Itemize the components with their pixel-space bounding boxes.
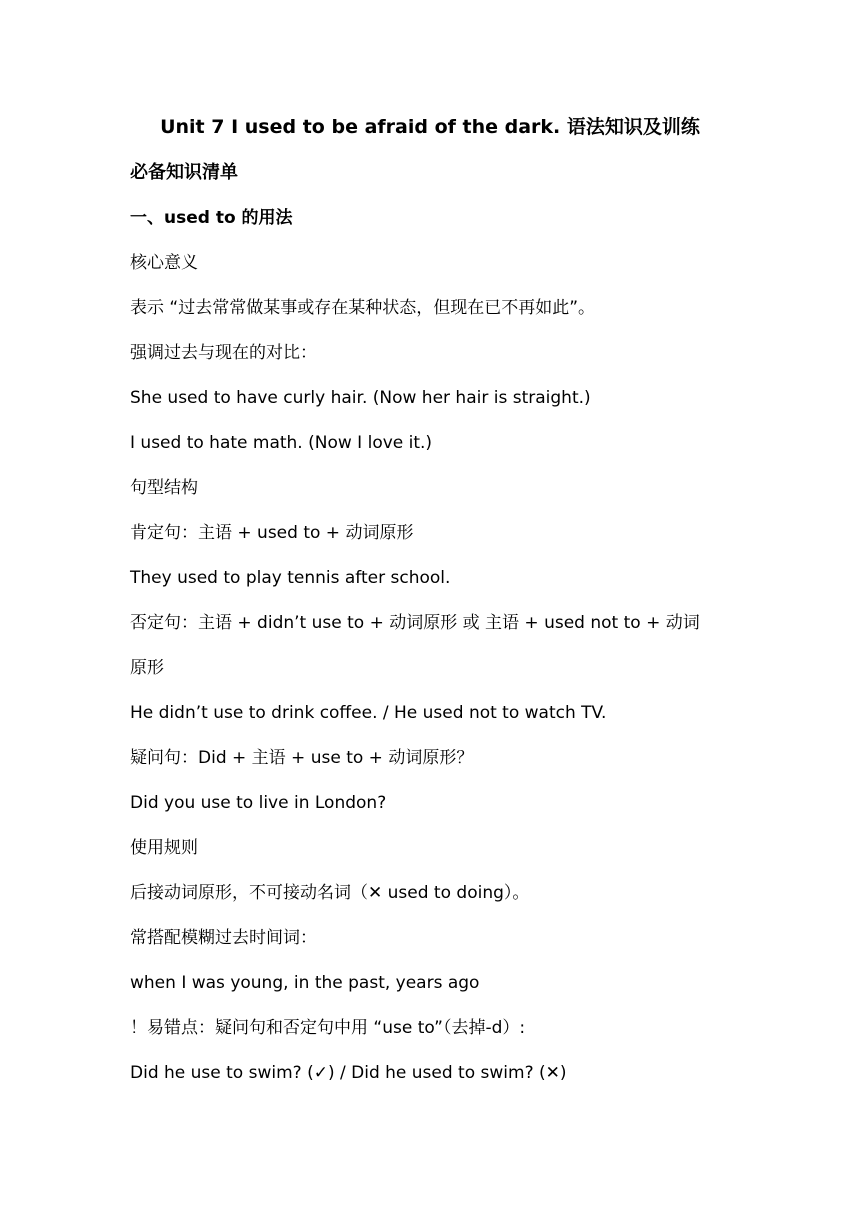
document-title: Unit 7 I used to be afraid of the dark. 语法知识及训练: [160, 116, 700, 138]
rule-base-verb: 后接动词原形，不可接动名词（✕ used to doing）。: [130, 883, 530, 903]
example-sentence: He didn’t use to drink coffee. / He used not to watch TV.: [130, 703, 607, 723]
section-heading-used-to: 一、used to 的用法: [130, 208, 293, 228]
subheading-usage-rules: 使用规则: [130, 838, 198, 858]
example-time-words: when I was young, in the past, years ago: [130, 973, 480, 993]
example-sentence: Did you use to live in London?: [130, 793, 387, 813]
example-sentence: They used to play tennis after school.: [130, 568, 451, 588]
example-sentence: I used to hate math. (Now I love it.): [130, 433, 433, 453]
rule-interrogative: 疑问句：Did + 主语 + use to + 动词原形？: [130, 748, 474, 768]
subheading-core-meaning: 核心意义: [130, 253, 198, 273]
subheading-sentence-structure: 句型结构: [130, 478, 198, 498]
rule-time-words: 常搭配模糊过去时间词：: [130, 928, 317, 948]
example-sentence: She used to have curly hair. (Now her hair is straight.): [130, 388, 591, 408]
rule-negative-continued: 原形: [130, 658, 164, 678]
rule-affirmative: 肯定句：主语 + used to + 动词原形: [130, 523, 414, 543]
rule-negative: 否定句：主语 + didn’t use to + 动词原形 或 主语 + used not to + 动词: [130, 613, 700, 633]
paragraph-contrast: 强调过去与现在的对比：: [130, 343, 317, 363]
common-mistake-note: ！易错点：疑问句和否定句中用 “use to”（去掉-d）:: [130, 1018, 526, 1038]
section-heading-knowledge-list: 必备知识清单: [130, 162, 238, 183]
paragraph-meaning: 表示 “过去常常做某事或存在某种状态，但现在已不再如此”。: [130, 298, 596, 318]
example-sentence: Did he use to swim? (✓) / Did he used to swim? (✕): [130, 1063, 567, 1083]
